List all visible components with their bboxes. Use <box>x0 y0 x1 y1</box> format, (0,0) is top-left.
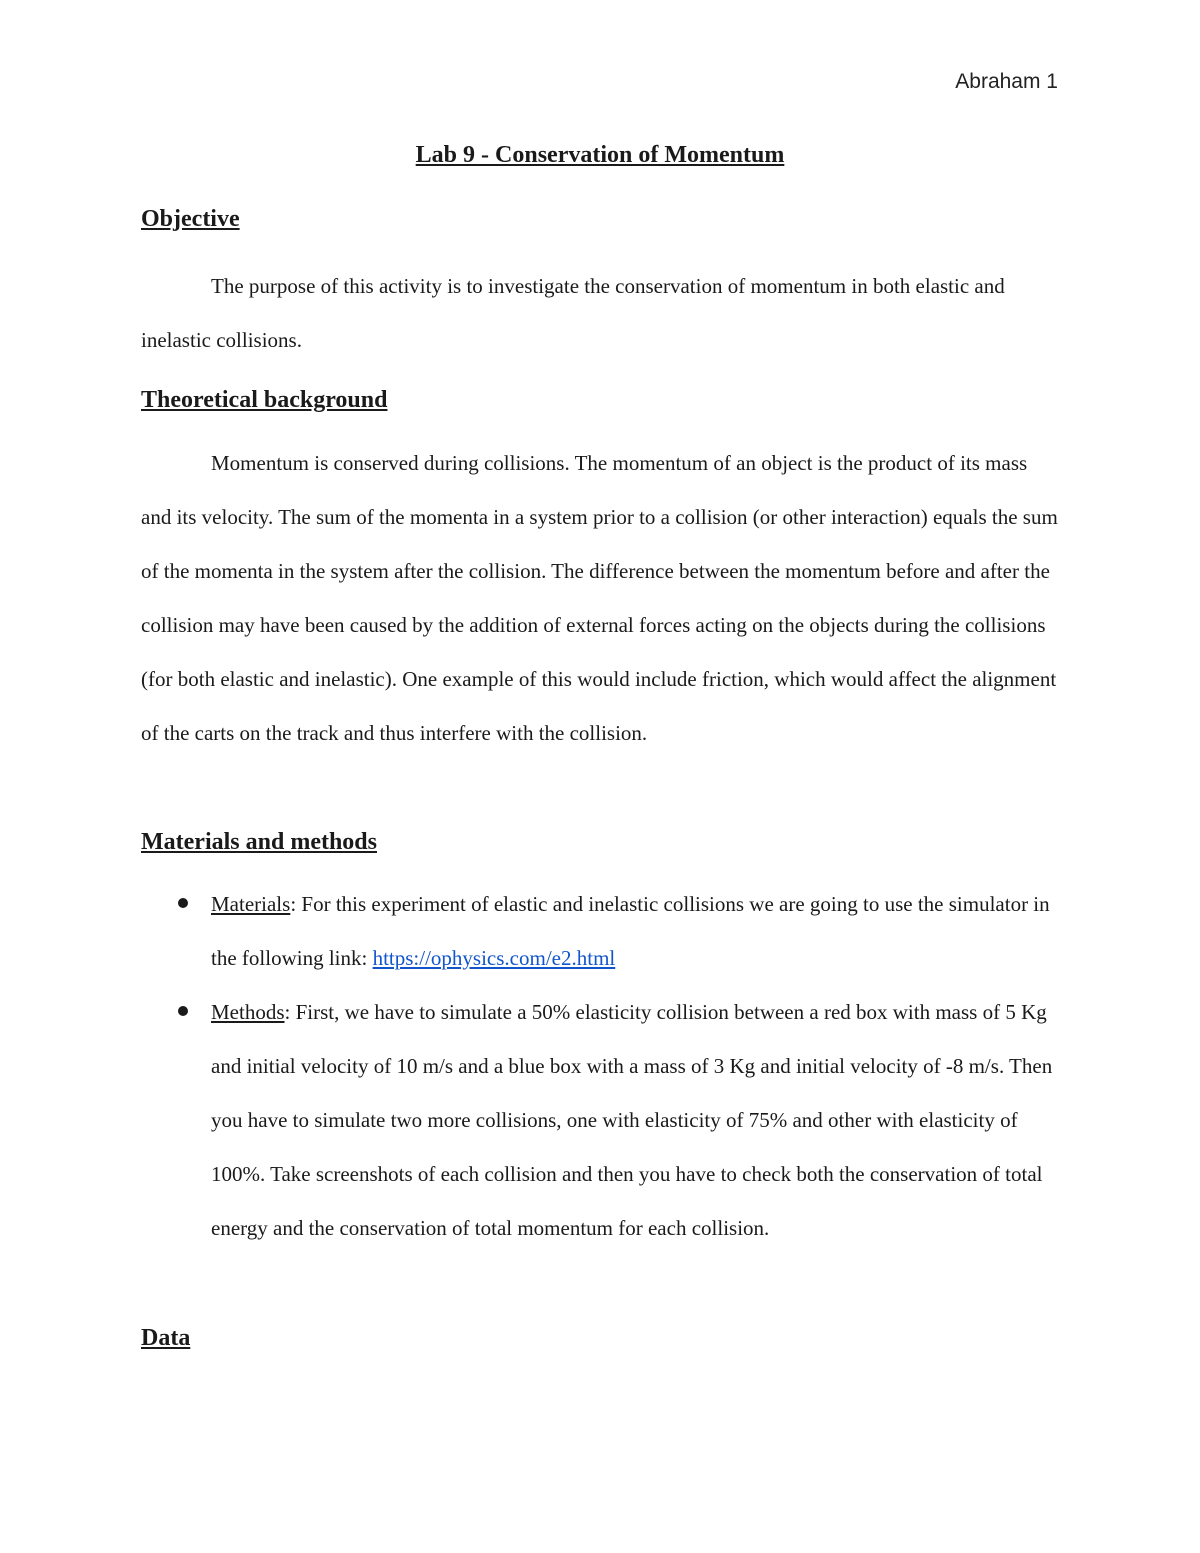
materials-term: Materials <box>211 892 291 916</box>
theory-text: Momentum is conserved during collisions. The momentum of an object is the product of its mass and its velocity. The sum of the momenta in a system prior to a collision (or other interaction) equals the sum of the momenta in the system after the collision. The difference between the momentum before and after the collision may have been caused by the addition of external forces acting on the objects during the collisions (for both elastic and inelastic). One example of this would include friction, which would affect the alignment of the carts on the track and thus interfere with the collision. <box>141 451 1058 745</box>
materials-text: : For this experiment of elastic and inelastic collisions we are going to use the simulator in the following link: <box>211 892 1050 970</box>
running-header: Abraham 1 <box>955 70 1058 93</box>
materials-methods-list <box>141 877 1061 1255</box>
objective-text: The purpose of this activity is to investigate the conservation of momentum in both elastic and inelastic collisions. <box>141 274 1005 352</box>
materials-methods-heading: Materials and methods <box>141 829 377 855</box>
bullet-icon <box>178 1006 188 1016</box>
theory-heading: Theoretical background <box>141 387 388 413</box>
data-heading: Data <box>141 1325 191 1351</box>
bullet-icon <box>178 898 188 908</box>
methods-term: Methods <box>211 1000 285 1024</box>
simulator-link[interactable]: https://ophysics.com/e2.html <box>372 946 616 970</box>
list-item-methods <box>141 985 1061 1255</box>
methods-text: : First, we have to simulate a 50% elasticity collision between a red box with mass of 5 Kg and initial velocity of 10 m/s and a blue box with a mass of 3 Kg and initial velocity of -8 m/s. Then you have to simulate two more collisions, one with elasticity of 75% and other with elasticity of 100%. Take screenshots of each collision and then you have to check both the conservation of total energy and the conservation of total momentum for each collision. <box>211 1000 1053 1240</box>
list-item-materials <box>141 877 1061 985</box>
document-title: Lab 9 - Conservation of Momentum <box>415 142 785 168</box>
theory-paragraph <box>141 436 1061 760</box>
objective-heading: Objective <box>141 206 240 232</box>
objective-paragraph <box>141 259 1061 367</box>
